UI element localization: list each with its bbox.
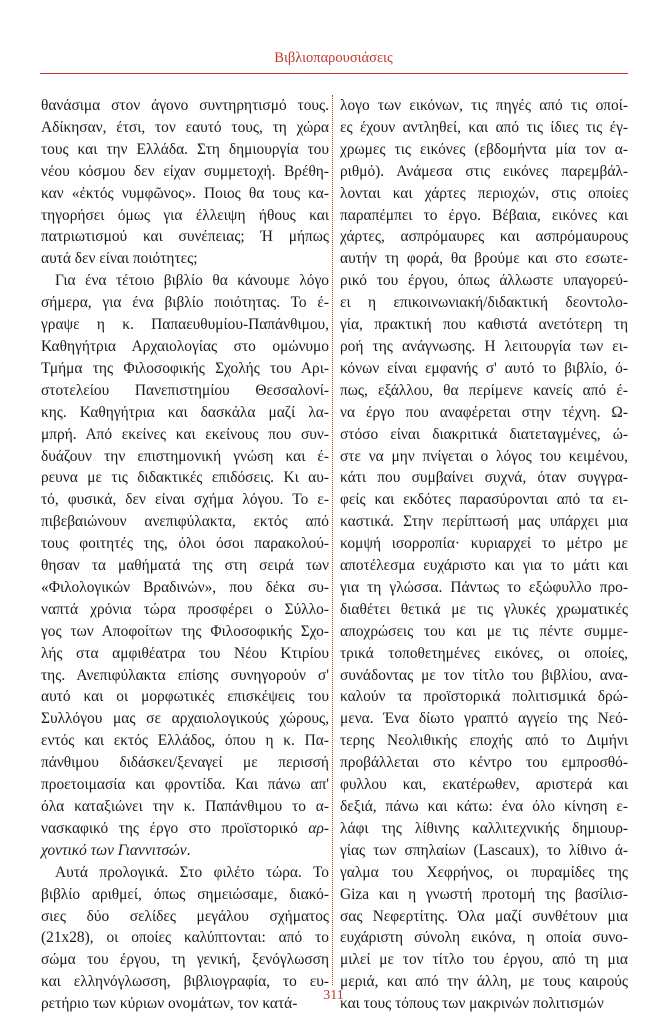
text-line: σιες δύο σελίδες μεγάλου σχήματος [41,907,329,925]
text-line: ει η επικοινωνιακή/διδακτική δεοντολο- [340,294,628,312]
text-line: γραψε η κ. Παπαευθυμίου-Παπάνθιμου, [41,316,329,334]
text-line: προετοιμασία και φροντίδα. Και πάνω απ' [41,776,329,794]
text-line: όλα καταξιώνει την κ. Παπάνθιμου το α- [41,798,329,815]
text-line: λής στα αμφιθέατρα του Νέου Κτιρίου [41,644,329,662]
text-line: νέου κόσμου δεν είχαν συμμετοχή. Βρέθη- [41,162,329,180]
text-line: γος των Αποφοίτων της Φιλοσοφικής Σχο- [41,622,329,640]
text-line: παραπέμπει το έργο. Βέβαια, εικόνες και [340,206,628,224]
text-line: Τμήμα της Φιλοσοφικής Σχολής του Αρι- [41,359,329,377]
text-line: Αδίκησαν, έτσι, τον εαυτό τους, τη χώρα [41,118,329,136]
text-line: καλούν τα προϊστορικά πολιτισμικά δρώ- [340,688,628,706]
text-line: χοντικό των Γιαννιτσών. [41,841,191,859]
text-line: συνάδοντας με τον τίτλο του βιβλίου, ανα- [340,666,628,684]
text-line: ρετήριο των κύριων ονομάτων, τον κατά- [41,995,298,1013]
text-line: διαθέτει θετικά με τις γλυκές χρωματικές [340,600,628,618]
text-line: προβάλλεται στο κέντρο του εμπροσθό- [340,754,628,772]
text-line: μενα. Ένα δίωτο γραπτό αγγείο της Νεό- [340,710,628,728]
text-line: και τους τόπους των μακρινών πολιτισμών [340,995,604,1013]
text-line: δεξιά, πάνω και κάτω: ένα όλο κίνηση ε- [340,798,628,815]
italic-title-fragment: αρ- [308,819,329,837]
text-line: ευχάριστη σύνολη εικόνα, η οποία συνο- [340,929,628,947]
text-line: μιλεί με τον τίτλο του έργου, από τη μια [340,951,628,969]
text-line: τό, φυσικά, δεν είναι σχήμα λόγου. Το ε- [41,491,329,509]
text-line: πατριωτισμού και συνέπειας; Ή μήπως [41,228,329,246]
text-line: φείς και εκδότες παρασύρονται από τα ει- [340,491,628,509]
text-line: «Φιλολογικών Βραδινών», που δέκα συ- [41,578,329,596]
text-line: αυτό και οι μορφωτικές επισκέψεις του [41,688,329,706]
text-line: στοτελείου Πανεπιστημίου Θεσσαλονί- [41,381,329,399]
right-column [340,95,628,1015]
text-line: γαλμα του Χεφρήνος, οι πυραμίδες της [340,863,628,881]
text-line: γίας των σπηλαίων (Lascaux), το λίθινο ά- [340,841,628,859]
text-line: Για ένα τέτοιο βιβλίο θα κάνουμε λόγο [55,272,329,290]
italic-title-fragment: χοντικό των Γιαννιτσών [41,841,187,859]
text-line: Αυτά προλογικά. Στο φιλέτο τώρα. Το [55,863,329,881]
text-line: στόσο είναι διακριτικά διατεταγμένες, ώ- [340,425,628,443]
text-line: ναπτά χρόνια τώρα προσφέρει ο Σύλλο- [41,600,329,618]
text-line: αποτέλεσμα ευχάριστο και για το μάτι και [340,557,628,575]
text-line: νασκαφικό της έργο στο προϊστορικό αρ- [41,819,329,837]
text-line: και ελληνόγλωσση, βιβλιογραφία, το ευ- [41,973,329,991]
text-line: (21x28), οι οποίες καλύπτονται: από το [41,929,329,947]
text-line: σας Νεφερτίτης. Όλα μαζί συνθέτουν μια [340,907,628,925]
text-line: λονται και χάρτες περιοχών, στις οποίες [340,184,628,202]
text-line: στε να μην πνίγεται ο λόγος του κειμένου, [340,447,628,465]
text-line: χρωμες τις εικόνες (εβδομήντα μία τον α- [340,140,628,158]
text-line: να έργο που αναφέρεται στην τέχνη. Ω- [340,403,628,421]
text-line: για τη γλώσσα. Πάντως το εξώφυλλο προ- [340,578,628,596]
header-rule [40,73,628,74]
text-line: κομψή ισορροπία· κυριαρχεί το μέτρο με [340,535,628,553]
left-column [41,95,329,1015]
text-line: αποχρώσεις του και με τις πέντε συμμε- [340,622,628,640]
text-line: εντός και εκτός Ελλάδος, όπου η κ. Πα- [41,732,329,750]
text-line: λάφι της λίθινης καλλιτεχνικής δημιουρ- [340,819,628,837]
text-line: ροή της ανάγνωσης. Η λειτουργία των ει- [340,337,628,355]
text-line: τρικά τοποθετημένες εικόνες, οι οποίες, [340,644,628,662]
text-line: ρικό του έργου, όπως άλλωστε υπαγορεύ- [340,272,628,290]
column-divider [332,95,333,985]
text-line: της. Ανεπιφύλακτα επίσης συνηγορούν σ' [41,666,329,684]
text-line: δυάζουν την επιστημονική γνώση και έ- [41,447,329,465]
text-line: πάνθιμου διδάσκει/ξεναγεί με περισσή [41,754,329,772]
text-line: θησαν τα μαθήματά της στη σειρά των [41,557,329,575]
text-line: αυτήν τη φορά, θα βρούμε και στο εσωτε- [340,250,628,268]
text-line: τους φοιτητές της, όλοι όσοι παρακολού- [41,535,329,553]
text-line: σήμερα, για ένα βιβλίο ποιότητας. Το έ- [41,294,329,312]
text-line: σώμα του έργου, τη γενική, ξενόγλωσση [41,951,329,969]
running-header: Βιβλιοπαρουσιάσεις [274,50,393,66]
text-line: λογο των εικόνων, τις πηγές από τις οποί- [340,97,628,114]
page-number: 311 [323,988,344,1003]
text-line: ριθμό). Ανάμεσα στις εικόνες παρεμβάλ- [340,162,628,180]
text-line: μεριά, και από την άλλη, με τους καιρούς [340,973,628,991]
text-line: Καθηγήτρια Αρχαιολογίας στο ομώνυμο [41,337,329,355]
text-line: καν «ἐκτός νυμφῶνος». Ποιος θα τους κα- [41,184,329,202]
text-line: Giza και η γνωστή προτομή της βασίλισ- [340,885,628,903]
text-line: ες έχουν αντληθεί, και από τις ίδιες τις έγ- [340,118,628,136]
text-line: τους και την Ελλάδα. Στη δημιουργία του [41,140,329,158]
text-line: καστικά. Στην περίπτωσή μας υπάρχει μια [340,513,628,531]
text-line: πιβεβαιώνουν ανεπιφύλακτα, εκτός από [41,513,329,531]
text-line: αυτά δεν είναι ποιότητες; [41,250,198,268]
text-line: κόνων είναι εμφανής σ' αυτό το βιβλίο, ό- [340,359,628,377]
text-line: κάτι που συμβαίνει συχνά, όταν συγγρα- [340,469,628,487]
text-line: τερης Νεολιθικής εποχής από το Διμήνι [340,732,628,750]
text-line: μπρή. Από εκείνες και εκείνους που συν- [41,425,329,443]
text-line: πως, εξάλλου, θα περίμενε κανείς από έ- [340,381,628,399]
text-line: κης. Καθηγήτρια και δασκάλα μαζί λα- [41,403,329,421]
text-line: φυλλου και, εκατέρωθεν, αριστερά και [340,776,628,794]
text-line: γία, πρακτική που καθιστά ανετότερη τη [340,316,628,334]
text-line: τηγορήσει όμως για έλλειψη ήθους και [41,206,329,224]
text-line: βιβλίο αριθμεί, όπως σημειώσαμε, διακό- [41,885,329,903]
text-line: χάρτες, ασπρόμαυρες και ασπρόμαυρους [340,228,628,246]
text-line: ρευνα με τις διδακτικές επιδόσεις. Κι αυ- [41,469,329,487]
text-line: θανάσιμα στον άγονο συντηρητισμό τους. [41,97,329,114]
text-line: Συλλόγου μας σε αρχαιολογικούς χώρους, [41,710,329,728]
